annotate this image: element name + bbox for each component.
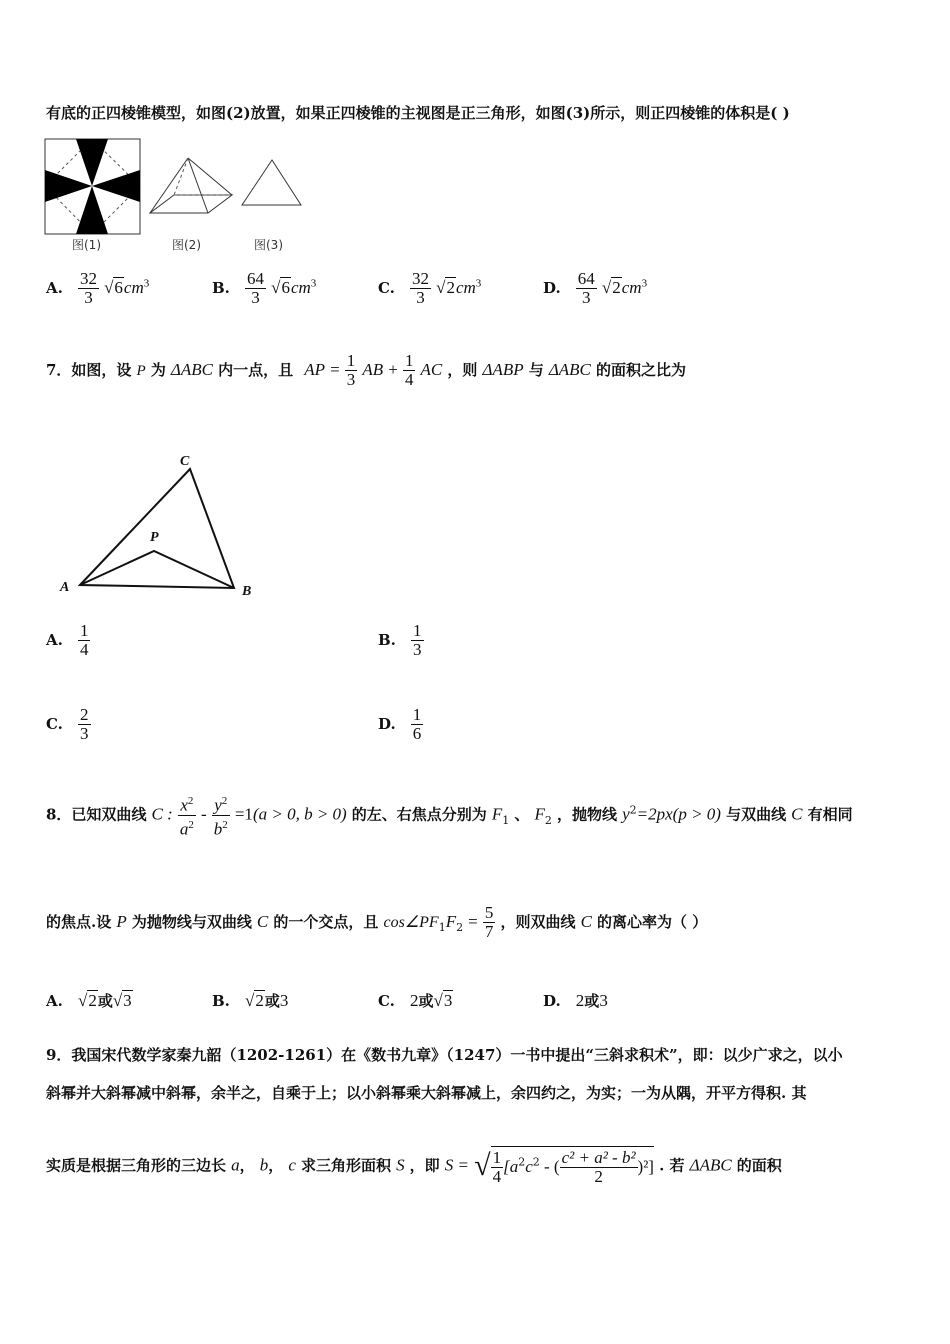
q9-stem-line-2: 斜幂并大斜幂减中斜幂，余半之，自乘于上；以小斜幂乘大斜幂减上，余四约之，为实；一为从隅，开平方得积. 其 bbox=[46, 1084, 807, 1102]
q8-stem-line-1: 8．已知双曲线 C : $\frac{x^2}{a^2}$ - $\frac{y^2}{b^2}$ =1(a > 0, b > 0) 的左、右焦点分别为 $F_1$ 、 $F_2$ ，抛物线 $y^2=2px(p > 0)$ 与双曲线 C 有相同 bbox=[46, 792, 853, 838]
q6-fig2-label: 图(2) bbox=[172, 238, 201, 252]
q6-figure-3 bbox=[240, 158, 304, 208]
q6-option-a[interactable]: A. $\frac{32}{3}$ $√6cm^3$ bbox=[46, 269, 150, 307]
q7-label-b: B bbox=[242, 584, 252, 599]
q8-stem-line-2: 的焦点.设 P 为抛物线与双曲线 C 的一个交点，且 $\cos\angle PF_1F_2$ = $\frac{5}{7}$ ，则双曲线 C 的离心率为（ ） bbox=[46, 903, 708, 941]
q6-stem: 有底的正四棱锥模型，如图(2)放置，如果正四棱锥的主视图是正三角形，如图(3)所示，则正四棱锥的体积是( ) bbox=[46, 104, 790, 122]
q9-stem-line-3: 实质是根据三角形的三边长 a， b， c 求三角形面积 S ，即 S = √ $\frac{1}{4}$ [$a^2c^2$ - ( $\frac{\text{c² + a² - b²}}{2}$ )²] . 若 ΔABC 的面积 bbox=[46, 1148, 782, 1186]
q6-fig1-label: 图(1) bbox=[72, 238, 101, 252]
q7-label-a: A bbox=[60, 580, 70, 595]
q7-triangle-figure bbox=[56, 452, 266, 602]
q6-option-b[interactable]: B. $\frac{64}{3}$ $√6cm^3$ bbox=[212, 269, 317, 307]
q8-option-b[interactable]: B. √2或3 bbox=[212, 991, 289, 1010]
q7-option-d[interactable]: D. $\frac{1}{6}$ bbox=[378, 705, 422, 743]
q7-label-p: P bbox=[150, 530, 159, 545]
q8-option-c[interactable]: C. 2或√3 bbox=[378, 991, 453, 1010]
q6-fig3-label: 图(3) bbox=[254, 238, 283, 252]
q6-option-c[interactable]: C. $\frac{32}{3}$ $√2cm^3$ bbox=[378, 269, 482, 307]
q7-option-c[interactable]: C. $\frac{2}{3}$ bbox=[46, 705, 89, 743]
q7-option-a[interactable]: A. $\frac{1}{4}$ bbox=[46, 621, 89, 659]
q7-option-b[interactable]: B. $\frac{1}{3}$ bbox=[378, 621, 422, 659]
q6-option-d[interactable]: D. $\frac{64}{3}$ $√2cm^3$ bbox=[543, 269, 648, 307]
q8-option-d[interactable]: D. 2或3 bbox=[543, 991, 608, 1010]
q7-stem: 7．如图，设 P 为 ΔABC 内一点，且 AP = $\frac{1}{3}$ AB + $\frac{1}{4}$ AC ，则 ΔABP 与 ΔABC 的面积之比为 bbox=[46, 351, 687, 389]
q6-figure-1 bbox=[44, 138, 142, 236]
q8-option-a[interactable]: A. √2或√3 bbox=[46, 991, 132, 1010]
q9-stem-line-1: 9．我国宋代数学家秦九韶（1202-1261）在《数书九章》（1247）一书中提出“三斜求积术”，即：以少广求之，以小 bbox=[46, 1046, 843, 1064]
q7-label-c: C bbox=[180, 454, 190, 469]
q6-figure-2 bbox=[148, 155, 236, 217]
